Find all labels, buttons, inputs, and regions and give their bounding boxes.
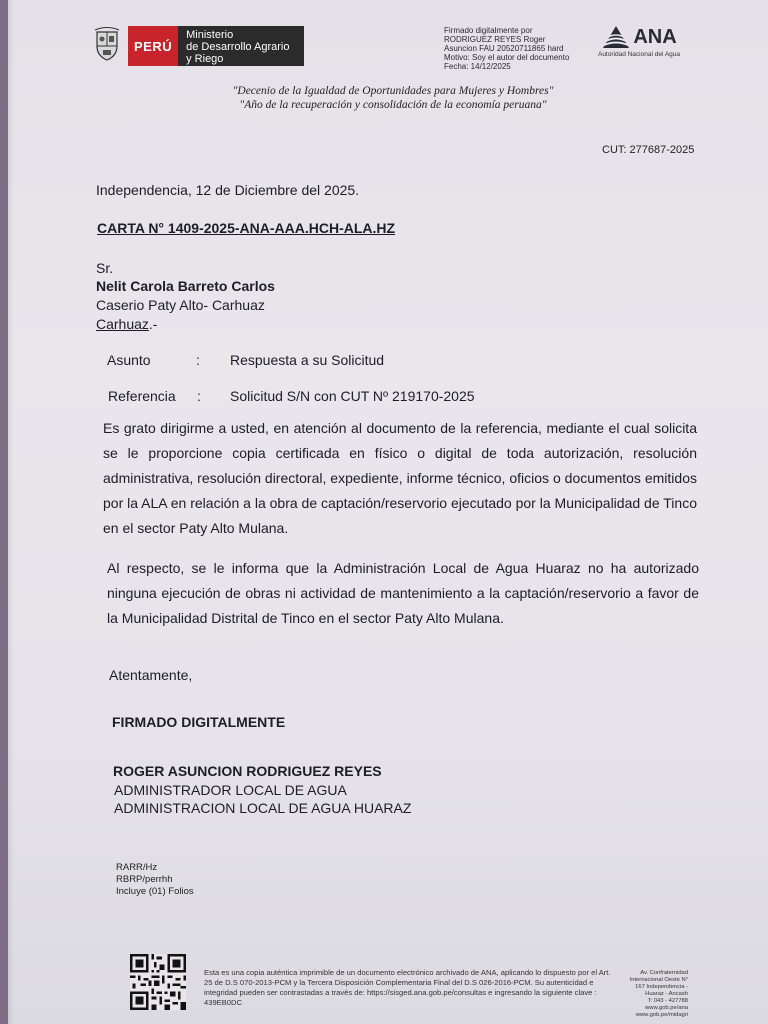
letter-page: [8, 0, 768, 1024]
address-line: Huaraz - Ancash: [645, 991, 688, 997]
authenticity-note: Esta es una copia auténtica imprimible de un documento electrónico archivado de ANA, aplicando lo dispuesto por el Art. 25 de D.S 070-2013-PCM y la Tercera Disposición Complementaria Final del D.S 026-2016-PCM. Su autenticidad e integridad pueden ser contrastadas a través de: https://sisged.ana.gob.pe/consultas e ingresando la siguiente clave : 439EB0DC: [204, 968, 611, 1007]
signer-position: ADMINISTRADOR LOCAL DE AGUA: [114, 782, 347, 798]
subject-value: Respuesta a su Solicitud: [230, 352, 385, 368]
signature-line: RODRIGUEZ REYES Roger: [444, 35, 546, 44]
signature-line: Asuncion FAU 20520711865 hard: [444, 44, 564, 53]
subject-colon: :: [196, 352, 200, 368]
ministry-line: de Desarrollo Agrario: [186, 41, 290, 53]
signature-line: Motivo: Soy el autor del documento: [444, 53, 570, 62]
ana-logo: [584, 24, 694, 58]
coat-of-arms-icon: [92, 26, 122, 62]
subject-label: Asunto: [107, 352, 151, 368]
digital-signature-stamp: [444, 26, 584, 71]
recipient-name: Nelit Carola Barreto Carlos: [96, 278, 275, 294]
signer-name: ROGER ASUNCION RODRIGUEZ REYES: [113, 763, 382, 779]
cut-number: CUT: 277687-2025: [602, 144, 695, 156]
signature-line: Fecha: 14/12/2025: [444, 62, 511, 71]
address-line: Internacional Oeste N°: [629, 977, 688, 983]
page-edge-shadow: [8, 0, 14, 1024]
address-line: www.gob.pe/ana: [645, 1005, 688, 1011]
signature-line: Firmado digitalmente por: [444, 26, 533, 35]
body-paragraph-2: Al respecto, se le informa que la Administración Local de Agua Huaraz no ha autorizado ninguna ejecución de obras ni actividad de mantenimiento a la captación/reservorio a favor de la Municipalidad Distrital de Tinco en el sector Paty Alto Mulana.: [107, 560, 699, 626]
ministry-line: y Riego: [186, 53, 224, 65]
initials-line: RARR/Hz: [116, 862, 158, 873]
letter-number: CARTA N° 1409-2025-ANA-AAA.HCH-ALA.HZ: [97, 220, 396, 236]
reference-value: Solicitud S/N con CUT Nº 219170-2025: [230, 388, 475, 404]
body-paragraph-1: Es grato dirigirme a usted, en atención al documento de la referencia, mediante el cual solicita se le proporcione copia certificada en físico o digital de toda autorización, resolución administrativa, resolución directoral, expediente, informe técnico, oficios o documentos emitidos por la ALA en relación a la obra de captación/reservorio ejecutado por la Municipalidad de Tinco en el sector Paty Alto Mulana.: [103, 420, 697, 536]
ministry-logo: [92, 26, 304, 66]
reference-label: Referencia: [108, 388, 176, 404]
recipient-address: Caserio Paty Alto- Carhuaz: [96, 297, 265, 313]
decenio-line: "Año de la recuperación y consolidación de la economía peruana": [239, 99, 547, 111]
reference-colon: :: [197, 388, 201, 404]
address-line: T: 043 - 427788: [647, 998, 688, 1004]
qr-code-icon[interactable]: [130, 954, 186, 1010]
peru-label: PERÚ: [128, 26, 178, 66]
signer-office: ADMINISTRACION LOCAL DE AGUA HUARAZ: [114, 800, 412, 816]
ana-subtitle: Autoridad Nacional del Agua: [597, 51, 681, 58]
ministry-line: Ministerio: [186, 29, 234, 41]
address-line: Av. Confraternidad: [640, 970, 688, 976]
recipient-city-suffix: .-: [148, 316, 158, 332]
digital-signature-label: FIRMADO DIGITALMENTE: [112, 714, 286, 730]
address-line: 167 Independencia -: [635, 984, 688, 990]
recipient-city-name: Carhuaz: [96, 316, 149, 332]
salutation: Sr.: [96, 260, 114, 276]
address-line: www.gob.pe/midagri: [635, 1012, 688, 1018]
decenio-header: [208, 84, 578, 112]
recipient-city: [96, 316, 157, 332]
ana-mountain-icon: [601, 24, 631, 50]
initials-line: Incluye (01) Folios: [116, 886, 194, 897]
decenio-line: "Decenio de la Igualdad de Oportunidades para Mujeres y Hombres": [232, 85, 554, 97]
reference-initials: [116, 862, 194, 898]
initials-line: RBRP/perrhh: [116, 874, 173, 885]
office-address: [622, 970, 688, 1019]
ministry-name: [178, 26, 304, 66]
ana-logo-text: ANA: [633, 25, 677, 48]
closing: Atentamente,: [109, 667, 193, 683]
letter-date: Independencia, 12 de Diciembre del 2025.: [96, 182, 360, 198]
